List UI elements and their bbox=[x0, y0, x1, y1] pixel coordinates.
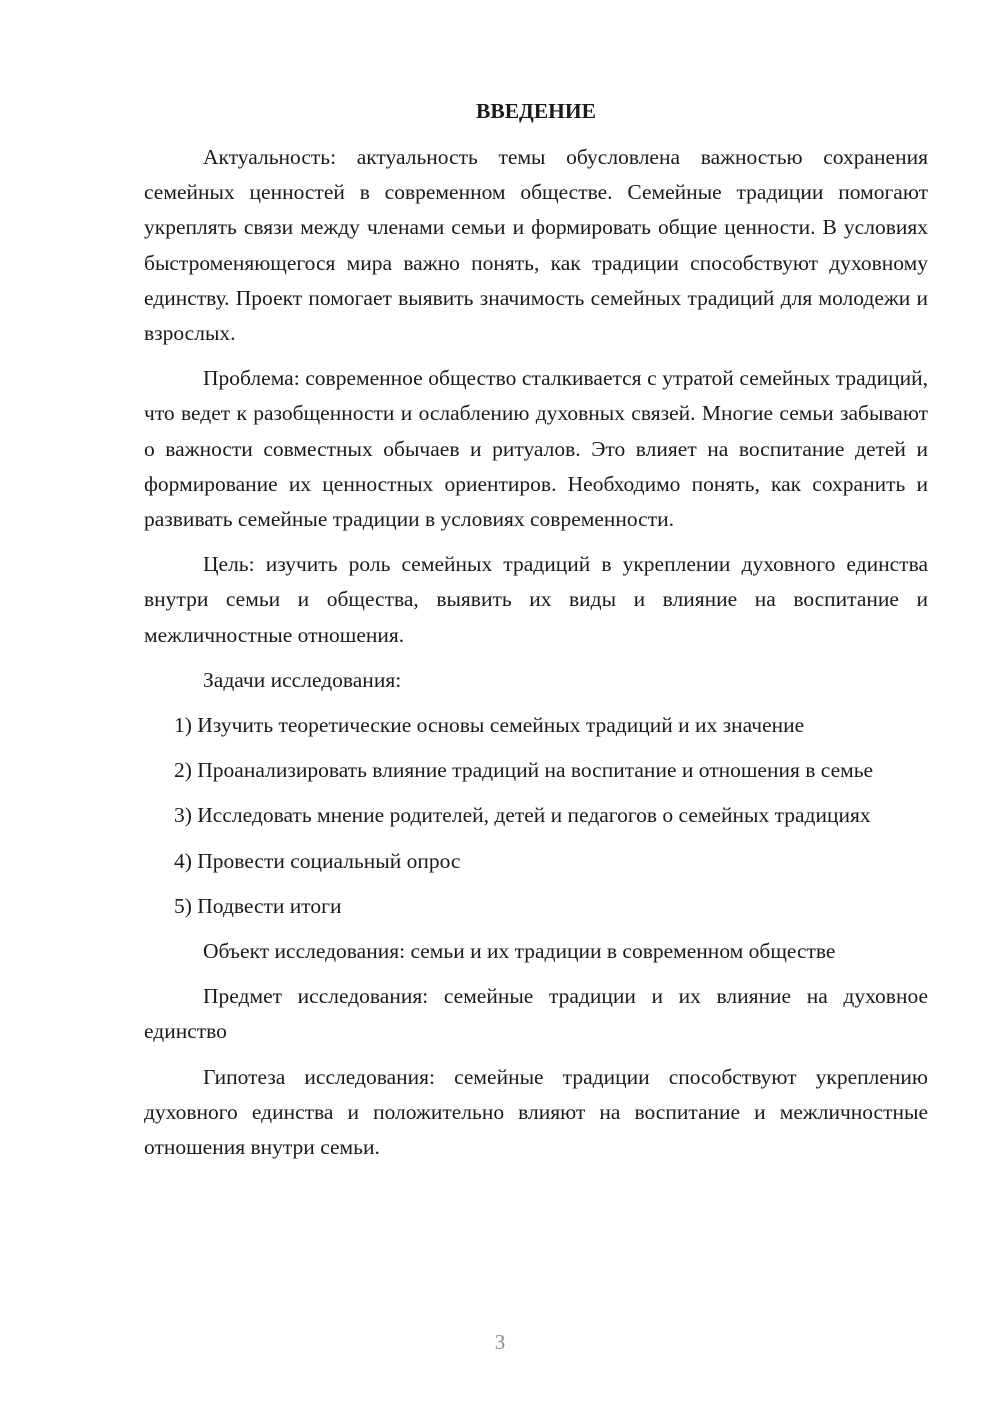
document-body bbox=[144, 92, 928, 1175]
page-number: 3 bbox=[494, 1330, 506, 1354]
task-item-3: 3) Исследовать мнение родителей, детей и педагогов о семейных традициях bbox=[174, 803, 871, 828]
task-item-2: 2) Проанализировать влияние традиций на воспитание и отношения в семье bbox=[174, 758, 874, 783]
problem-paragraph: Проблема: современное общество сталкивается с утратой семейных традиций, что ведет к разобщенности и ослаблению духовных связей. Многие семьи забывают о важности совместных обычаев и ритуалов. Это влияет на воспитание детей и формирование их ценностных ориентиров. Необходимо понять, как сохранить и развивать семейные традиции в условиях современности. bbox=[144, 366, 928, 532]
hypothesis-paragraph: Гипотеза исследования: семейные традиции способствуют укреплению духовного единства и положительно влияют на воспитание и межличностные отношения внутри семьи. bbox=[144, 1064, 928, 1160]
task-item-4: 4) Провести социальный опрос bbox=[174, 848, 461, 873]
object-paragraph: Объект исследования: семьи и их традиции в современном обществе bbox=[203, 939, 836, 964]
page-title: ВВЕДЕНИЕ bbox=[476, 99, 596, 123]
relevance-paragraph: Актуальность: актуальность темы обусловлена важностью сохранения семейных ценностей в современном обществе. Семейные традиции помогают укреплять связи между членами семьи и формировать общие ценности. В условиях быстроменяющегося мира важно понять, как традиции способствуют духовному единству. Проект помогает выявить значимость семейных традиций для молодежи и взрослых. bbox=[144, 145, 928, 346]
task-item-1: 1) Изучить теоретические основы семейных традиций и их значение bbox=[174, 713, 805, 738]
subject-paragraph: Предмет исследования: семейные традиции и их влияние на духовное единство bbox=[144, 984, 928, 1044]
tasks-heading: Задачи исследования: bbox=[203, 667, 402, 692]
task-item-5: 5) Подвести итоги bbox=[174, 893, 342, 918]
goal-paragraph: Цель: изучить роль семейных традиций в укреплении духовного единства внутри семьи и общества, выявить их виды и влияние на воспитание и межличностные отношения. bbox=[144, 552, 928, 647]
